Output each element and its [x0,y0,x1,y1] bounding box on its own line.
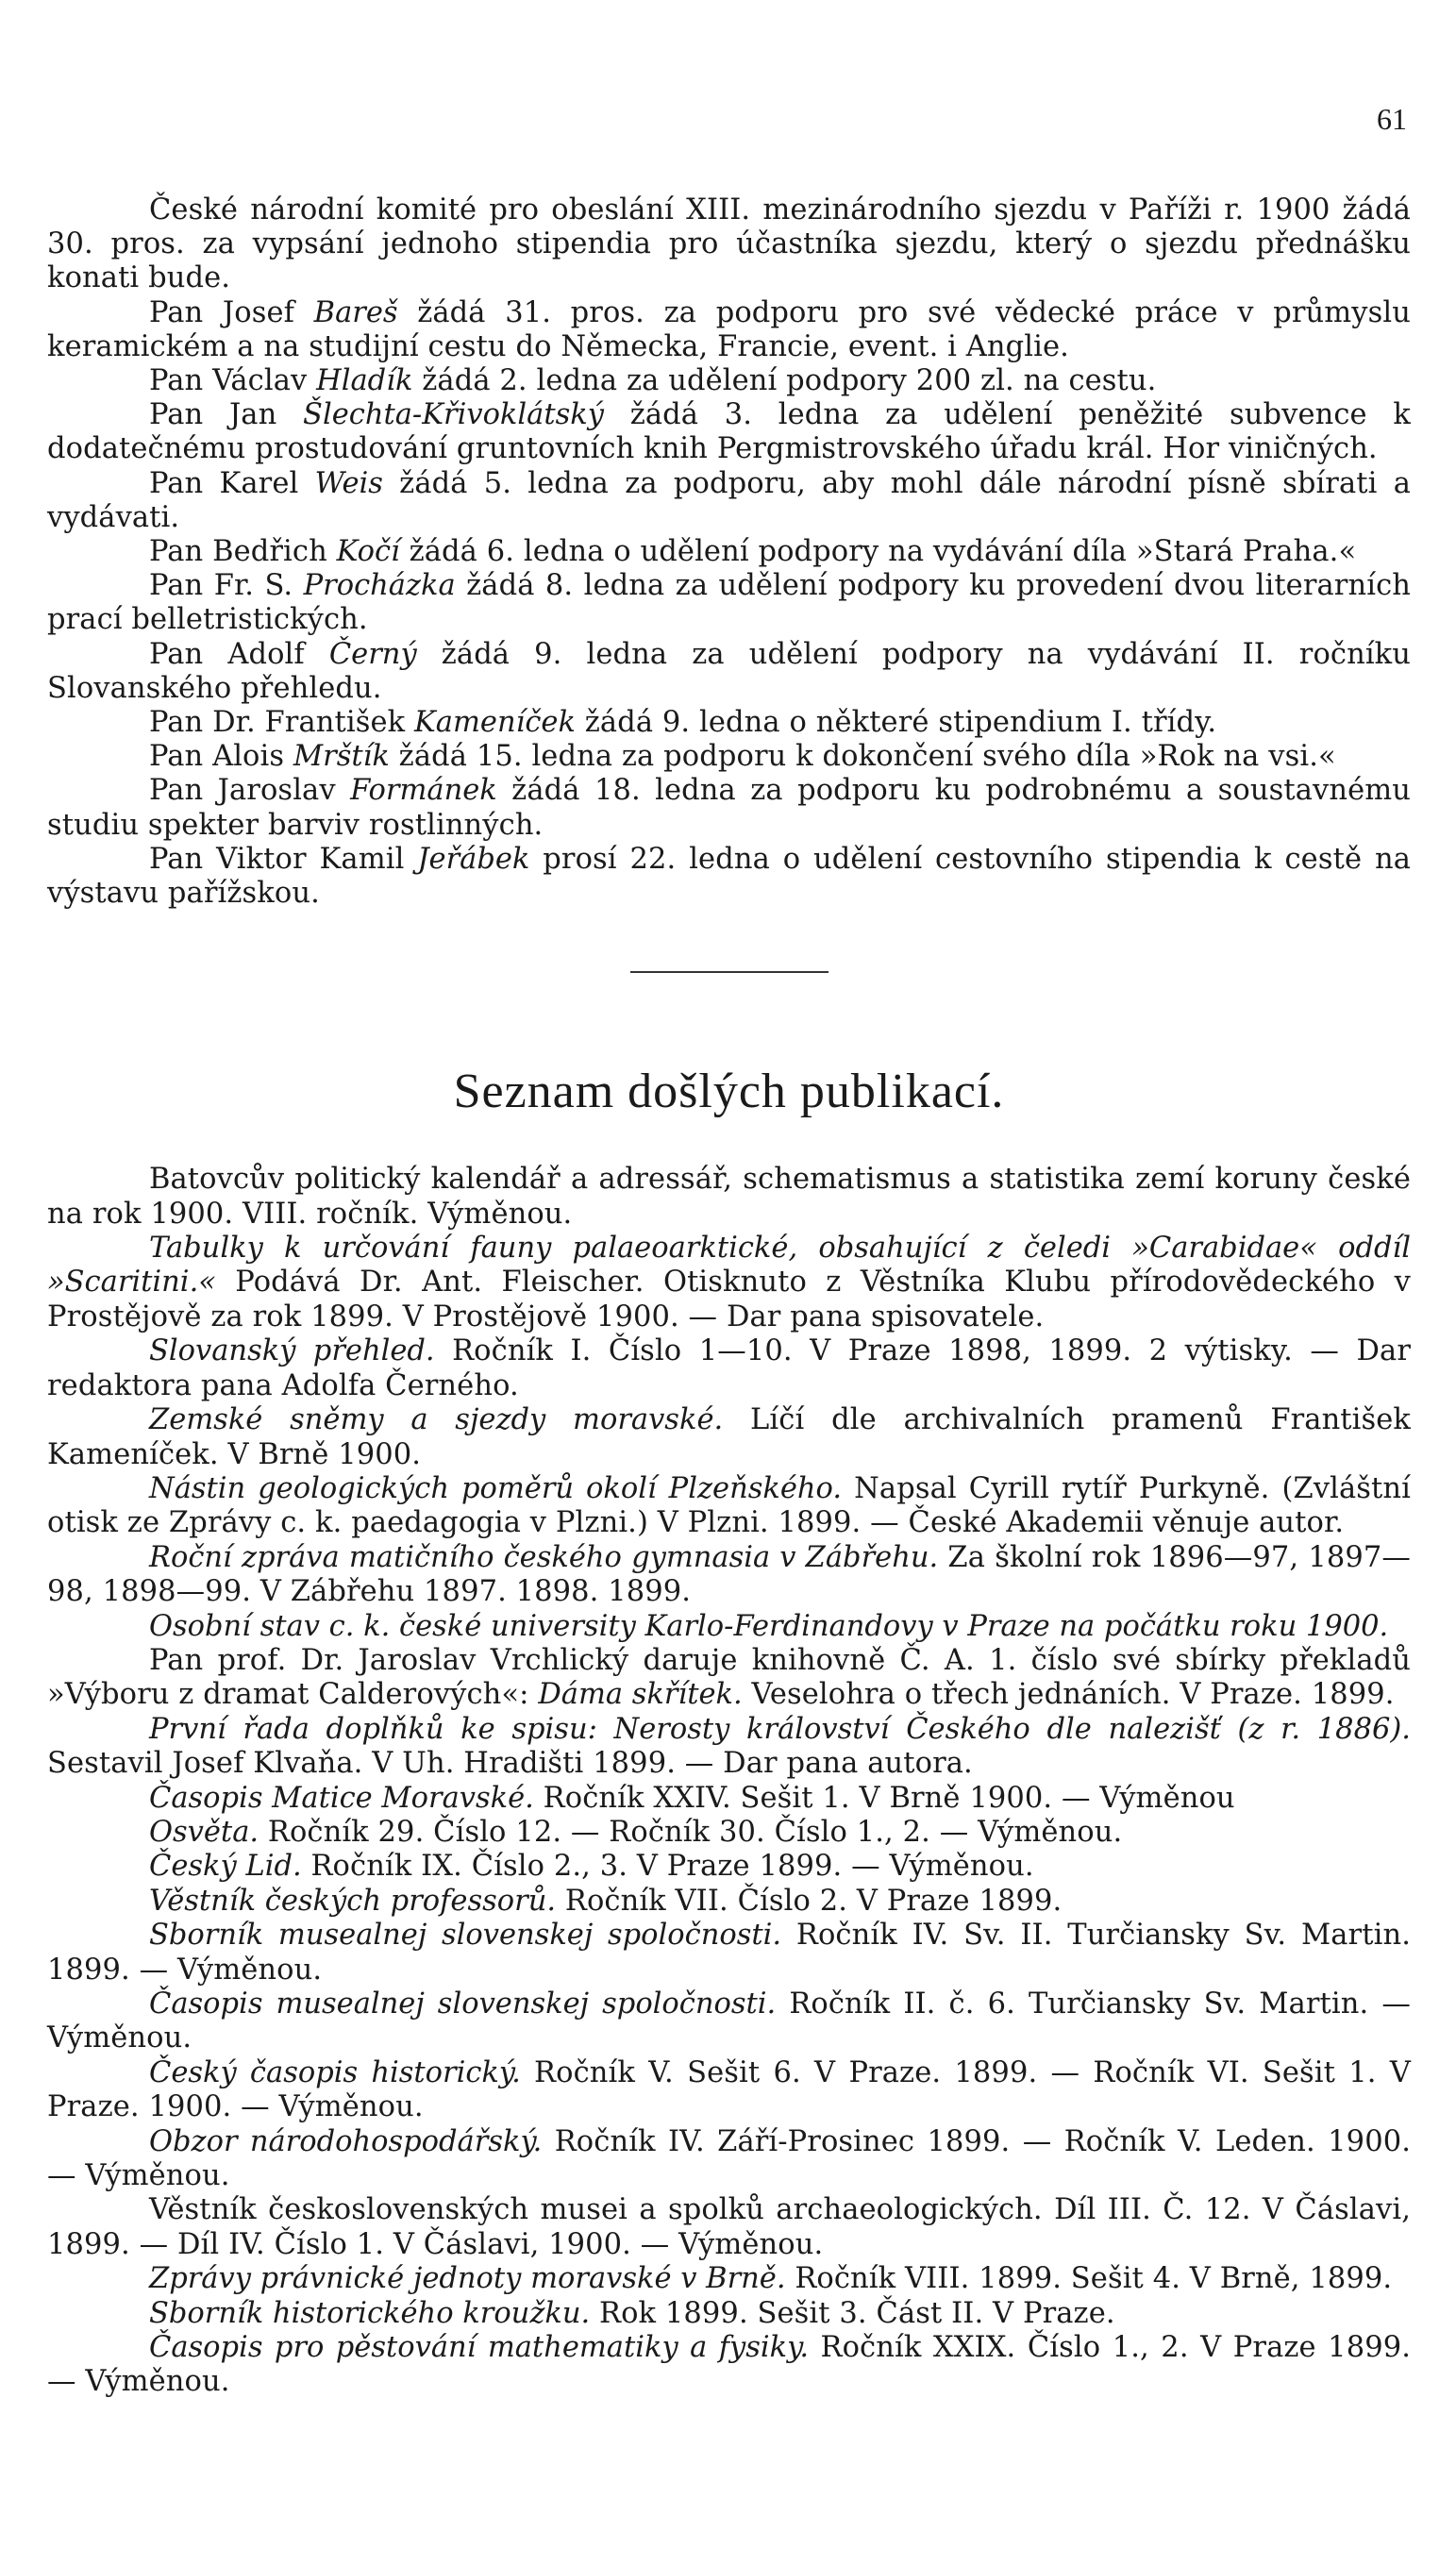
italic-title: Nástin geologických poměrů okolí Plzeňského. [149,1471,843,1505]
text-run: Líčí dle archivalních pramenů František Kameníček. V Brně 1900. [47,1403,1412,1471]
request-paragraph [47,467,1411,535]
italic-title: Časopis pro pěstování mathematiky a fysiky. [149,2331,810,2365]
text-run: Věstník československých musei a spolků archaeologických. Díl III. Č. 12. V Čáslavi, 1899. — Díl IV. Číslo 1. V Čáslavi, 1900. — Výměnou. [47,2193,1411,2261]
italic-title: Formánek [350,774,497,808]
text-run: Za školní rok 1896—97, 1897—98, 1898—99. V Zábřehu 1897. 1898. 1899. [47,1540,1411,1609]
request-paragraph [47,740,1411,774]
publication-entry [47,1163,1411,1232]
publication-entry [47,1816,1411,1850]
publication-entry [47,1232,1411,1334]
italic-title: Kočí [336,535,400,569]
request-paragraph [47,774,1411,842]
text-run: České národní komité pro obeslání XIII. mezinárodního sjezdu v Paříži r. 1900 žádá 30. pros. za vypsání jednoho stipendia pro účastníka sjezdu, který o sjezdu přednášku konati bude. [47,193,1411,295]
text-run: Sestavil Josef Klvaňa. V Uh. Hradišti 1899. — Dar pana autora. [47,1747,973,1781]
italic-title: Dáma skřítek. [538,1678,743,1712]
publication-entry [47,2193,1411,2262]
text-run: Ročník IV. Sv. II. Turčiansky Sv. Martin. 1899. — Výměnou. [47,1919,1411,1987]
text-run: žádá 31. pros. za podporu pro své vědecké práce v průmyslu keramickém a na studijní cestu do Německa, Francie, event. i Anglie. [47,295,1411,363]
publication-entry [47,2297,1411,2331]
italic-title: Mrštík [293,740,390,774]
italic-title: Věstník českých professorů. [149,1884,557,1918]
publication-entry [47,2331,1411,2400]
text-run: Batovcův politický kalendář a adressář, schematismus a statistika zemí koruny české na rok 1900. VIII. ročník. Výměnou. [47,1163,1411,1231]
text-run: Ročník VIII. 1899. Sešit 4. V Brně, 1899. [785,2262,1393,2296]
text-run: Ročník IV. Září-Prosinec 1899. — Ročník V. Leden. 1900. — Výměnou. [47,2124,1411,2193]
italic-title: Osobní stav c. k. české university Karlo-Ferdinandovy v Praze na počátku roku 1900. [149,1609,1389,1643]
italic-title: Slovanský přehled. [149,1334,435,1368]
text-run: Pan Václav [149,364,317,398]
italic-title: Český časopis historický. [149,2055,521,2089]
request-paragraph [47,706,1411,740]
publication-entry [47,1610,1411,1644]
publication-entry [47,1782,1411,1816]
text-run: Veselohra o třech jednáních. V Praze. 1899. [742,1678,1395,1712]
italic-title: Sborník musealnej slovenskej spoločnosti. [149,1919,782,1953]
text-run: Pan Fr. S. [149,569,304,603]
italic-title: Osvěta. [149,1815,259,1849]
italic-title: Časopis musealnej slovenskej spoločnosti. [149,1987,777,2021]
publication-entry [47,1713,1411,1782]
text-run: Pan prof. Dr. Jaroslav Vrchlický daruje knihovně Č. A. 1. číslo své sbírky překladů »Výboru z dramat Calderových«: [47,1643,1411,1712]
italic-title: Časopis Matice Moravské. [149,1781,534,1815]
italic-title: Zprávy právnické jednoty moravské v Brně. [149,2262,786,2296]
text-run: Ročník II. č. 6. Turčiansky Sv. Martin. — Výměnou. [47,1987,1412,2055]
publication-entry [47,1541,1411,1610]
italic-title: Šlechta-Křivoklátský [303,398,604,432]
section-divider [630,971,828,973]
italic-title: Jeřábek [417,842,530,876]
text-run: žádá 15. ledna za podporu k dokončení svého díla »Rok na vsi.« [389,740,1336,774]
request-paragraph [47,638,1411,706]
text-run: Ročník IX. Číslo 2., 3. V Praze 1899. — Výměnou. [301,1850,1034,1884]
request-paragraph [47,296,1411,364]
publication-entry [47,1334,1411,1403]
publication-entry [47,1644,1411,1713]
text-run: Ročník V. Sešit 6. V Praze. 1899. — Ročník VI. Sešit 1. V Praze. 1900. — Výměnou. [47,2055,1412,2124]
requests-list [47,193,1411,911]
request-paragraph [47,569,1411,637]
text-run: žádá 9. ledna za udělení podpory na vydávání II. ročníku Slovanského přehledu. [47,637,1412,705]
italic-title: Obzor národohospodářský. [149,2124,543,2158]
text-run: žádá 5. ledna za podporu, aby mohl dále národní písně sbírati a vydávati. [47,466,1411,534]
text-run: Podává Dr. Ant. Fleischer. Otisknuto z Věstníka Klubu přírodovědeckého v Prostějově za rok 1899. V Prostějově 1900. — Dar pana spisovatele. [47,1266,1411,1333]
italic-title: Procházka [303,569,456,603]
text-run: žádá 9. ledna o některé stipendium I. třídy. [575,706,1217,740]
italic-title: Kameníček [414,706,576,740]
text-run: Ročník XXIX. Číslo 1., 2. V Praze 1899. — Výměnou. [47,2331,1411,2399]
publication-entry [47,1403,1411,1472]
text-run: Rok 1899. Sešit 3. Část II. V Praze. [590,2296,1115,2330]
request-paragraph [47,193,1411,296]
text-run: Pan Alois [149,740,293,774]
publication-entry [47,1919,1411,1987]
text-run: Ročník XXIV. Sešit 1. V Brně 1900. — Výměnou [533,1781,1235,1815]
italic-title: Weis [314,466,383,500]
text-run: Napsal Cyrill rytíř Purkyně. (Zvláštní otisk ze Zprávy c. k. paedagogia v Plzni.) V Plzni. 1899. — České Akademii věnuje autor. [47,1471,1412,1540]
text-run: Pan Viktor Kamil [149,842,418,876]
text-run: Pan Karel [149,466,315,500]
italic-title: Hladík [316,364,413,398]
italic-title: Černý [328,637,417,671]
request-paragraph [47,843,1411,911]
publication-entry [47,1987,1411,2056]
italic-title: Sborník historického kroužku. [149,2296,591,2330]
publication-entry [47,1885,1411,1919]
italic-title: Bareš [313,295,398,329]
italic-title: Roční zpráva matičního českého gymnasia v Zábřehu. [149,1540,939,1574]
text-run: Pan Jan [149,398,304,432]
italic-title: Český Lid. [149,1850,302,1884]
text-run: žádá 3. ledna za udělení peněžité subvence k dodatečnému prostudování gruntovních knih Pergmistrovského úřadu král. Hor viničných. [47,398,1411,466]
text-run: Pan Adolf [149,637,329,671]
text-run: Pan Jaroslav [149,774,351,808]
page-content [47,193,1411,2400]
text-run: prosí 22. ledna o udělení cestovního stipendia k cestě na výstavu pařížskou. [47,842,1411,911]
request-paragraph [47,364,1411,398]
publication-entry [47,1850,1411,1884]
text-run: Pan Dr. František [149,706,415,740]
text-run: žádá 6. ledna o udělení podpory na vydávání díla »Stará Praha.« [399,535,1357,569]
italic-title: První řada doplňků ke spisu: Nerosty království Českého dle nalezišť (z r. 1886). [149,1712,1411,1746]
publication-entry [47,2056,1411,2125]
text-run: žádá 18. ledna za podporu ku podrobnému a soustavnému studiu spekter barviv rostlinných. [47,774,1411,842]
text-run: žádá 8. ledna za udělení podpory ku provedení dvou literarních prací belletristických. [47,569,1411,637]
request-paragraph [47,398,1411,466]
page-number: 61 [1377,102,1407,136]
italic-title: Zemské sněmy a sjezdy moravské. [149,1403,724,1437]
section-title: Seznam došlých publikací. [453,1065,1005,1119]
italic-title: Tabulky k určování fauny palaeoarktické, obsahující z čeledi »Carabidae« oddíl »Scaritini.« [47,1232,1411,1300]
publication-entry [47,1472,1411,1541]
text-run: Pan Bedřich [149,535,337,569]
publication-entry [47,2125,1411,2194]
text-run: žádá 2. ledna za udělení podpory 200 zl. na cestu. [412,364,1157,398]
text-run: Ročník VII. Číslo 2. V Praze 1899. [556,1884,1063,1918]
publication-entry [47,2262,1411,2296]
text-run: Pan Josef [149,295,314,329]
request-paragraph [47,535,1411,569]
text-run: Ročník 29. Číslo 12. — Ročník 30. Číslo 1., 2. — Výměnou. [259,1815,1123,1849]
text-run: Ročník I. Číslo 1—10. V Praze 1898, 1899. 2 výtisky. — Dar redaktora pana Adolfa Černého. [47,1334,1411,1402]
publications-list [47,1163,1411,2400]
